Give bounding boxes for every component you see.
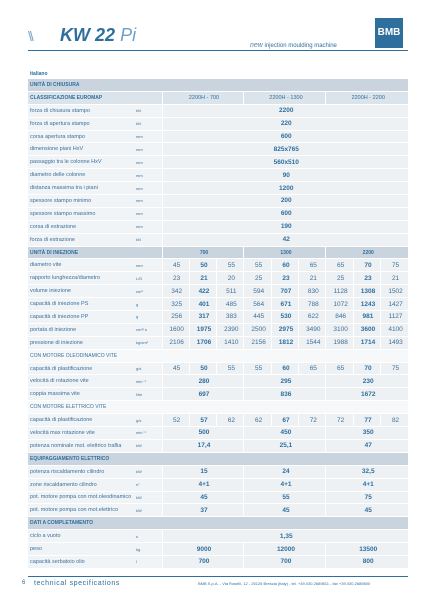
table-row (28, 311, 408, 324)
table-row (28, 478, 408, 491)
row-value: 70 (353, 362, 380, 375)
row-value: 17,4 (162, 439, 244, 452)
table-row (28, 220, 408, 233)
row-value: 671 (271, 298, 298, 311)
subheader-column: 2200H - 700 (162, 91, 244, 104)
row-value: 1127 (381, 311, 408, 324)
row-value: 445 (244, 311, 271, 324)
model-number: 22 (95, 25, 116, 45)
row-value: 1427 (381, 298, 408, 311)
row-unit: mm (134, 156, 162, 169)
row-value: 42 (162, 233, 408, 246)
row-value: 2106 (162, 336, 189, 349)
row-label: portata di iniezione (28, 323, 134, 336)
row-label: dimensione piani HxV (28, 143, 134, 156)
row-value: 20 (217, 272, 244, 285)
row-value: 70 (353, 259, 380, 272)
row-unit: min⁻¹ (134, 375, 162, 388)
row-value: 65 (326, 259, 353, 272)
page-header (0, 0, 425, 60)
table-row (28, 427, 408, 440)
row-value: 21 (189, 272, 216, 285)
row-value: 707 (271, 285, 298, 298)
row-unit: l (134, 555, 162, 568)
table-row (28, 375, 408, 388)
row-value: 12000 (244, 543, 326, 556)
subheader-column: 2200H - 2200 (326, 91, 408, 104)
row-unit: g (134, 298, 162, 311)
row-value: 2500 (244, 323, 271, 336)
page-number: 6 (22, 580, 26, 586)
row-value: 485 (217, 298, 244, 311)
table-row (28, 543, 408, 556)
row-unit: kg (134, 543, 162, 556)
row-value: 21 (381, 272, 408, 285)
row-unit: Nm (134, 388, 162, 401)
row-value: 1600 (162, 323, 189, 336)
row-value: 65 (326, 362, 353, 375)
subheader-label: CLASSIFICAZIONE EUROMAP (28, 91, 162, 104)
row-value: 220 (162, 117, 408, 130)
row-unit: g/s (134, 362, 162, 375)
table-row (28, 104, 408, 117)
row-value: 422 (189, 285, 216, 298)
row-value: 9000 (162, 543, 244, 556)
table-row (28, 272, 408, 285)
row-value: 700 (244, 555, 326, 568)
section-column-header: 1300 (244, 246, 326, 259)
row-value: 800 (326, 555, 408, 568)
row-unit: kN (134, 233, 162, 246)
row-value: 622 (299, 311, 326, 324)
section-title: UNITÀ DI INIEZIONE (28, 246, 162, 259)
subheader-row (28, 91, 408, 104)
row-value: 13500 (326, 543, 408, 556)
table-row (28, 156, 408, 169)
row-unit: kN (134, 104, 162, 117)
row-value: 600 (162, 207, 408, 220)
row-value: 1975 (189, 323, 216, 336)
section-title: UNITÀ DI CHIUSURA (28, 79, 408, 91)
section-header (28, 246, 408, 259)
row-value: 65 (299, 259, 326, 272)
row-value: 3600 (353, 323, 380, 336)
row-value: 45 (162, 362, 189, 375)
row-unit: min⁻¹ (134, 427, 162, 440)
row-value: 1243 (353, 298, 380, 311)
row-unit: L/D (134, 272, 162, 285)
row-value: 200 (162, 195, 408, 208)
row-unit: mm (134, 130, 162, 143)
row-value: 325 (162, 298, 189, 311)
row-value: 697 (162, 388, 244, 401)
row-value: 24 (244, 465, 326, 478)
table-row (28, 336, 408, 349)
row-label: corsa di estrazione (28, 220, 134, 233)
row-label: ciclo a vuoto (28, 530, 134, 543)
table-row (28, 439, 408, 452)
row-value: 62 (217, 414, 244, 427)
row-value: 3100 (326, 323, 353, 336)
row-value: 60 (271, 362, 298, 375)
subheader-column: 2200H - 1300 (244, 91, 326, 104)
row-value: 75 (326, 491, 408, 504)
spec-table (28, 79, 408, 569)
section-title: EQUIPAGGIAMENTO ELETTRICO (28, 452, 408, 465)
row-value: 564 (244, 298, 271, 311)
row-value: 2390 (217, 323, 244, 336)
table-row (28, 362, 408, 375)
section-header (28, 517, 408, 530)
row-label: forza di estrazione (28, 233, 134, 246)
row-value: 4+1 (244, 478, 326, 491)
row-label: diametro delle colonne (28, 169, 134, 182)
model-suffix: Pi (120, 25, 137, 45)
row-value: 500 (162, 427, 244, 440)
footer-address: BMB S.p.A. - Via Roselli, 12 - 25125 Brescia (Italy) - tel. +39.030.2689811 - fax +39.030.2689800 (198, 581, 371, 586)
row-value: 1410 (217, 336, 244, 349)
row-value: 1544 (299, 336, 326, 349)
row-unit: mm (134, 143, 162, 156)
table-row (28, 285, 408, 298)
model-prefix: KW (60, 25, 90, 45)
row-value: 55 (217, 362, 244, 375)
section-title: DATI A COMPLETAMENTO (28, 517, 408, 530)
row-value: 836 (244, 388, 326, 401)
row-value: 2975 (271, 323, 298, 336)
row-value: 57 (189, 414, 216, 427)
row-value: 342 (162, 285, 189, 298)
row-unit: mm (134, 182, 162, 195)
row-label: peso (28, 543, 134, 556)
table-row (28, 414, 408, 427)
row-value: 846 (326, 311, 353, 324)
subsection-row (28, 349, 408, 362)
row-value: 401 (189, 298, 216, 311)
section-header (28, 79, 408, 91)
row-value: 45 (162, 259, 189, 272)
row-value: 280 (162, 375, 244, 388)
row-label: corsa apertura stampo (28, 130, 134, 143)
row-label: coppia massima vite (28, 388, 134, 401)
row-label: capacità serbatoio olio (28, 555, 134, 568)
row-unit: mm (134, 195, 162, 208)
row-value: 37 (162, 504, 244, 517)
row-value: 23 (271, 272, 298, 285)
row-label: diametro vite (28, 259, 134, 272)
row-value: 825x765 (162, 143, 408, 156)
row-unit: mm (134, 169, 162, 182)
row-value: 55 (244, 362, 271, 375)
row-value: 65 (299, 362, 326, 375)
footer-section: technical specifications (34, 580, 120, 587)
row-value: 72 (326, 414, 353, 427)
table-row (28, 298, 408, 311)
section-header (28, 452, 408, 465)
row-unit: kW (134, 504, 162, 517)
section-column-header: 700 (162, 246, 244, 259)
row-label: pot. motore pompa con mot.elettrico (28, 504, 134, 517)
row-value: 1308 (353, 285, 380, 298)
table-row (28, 195, 408, 208)
row-value: 1812 (271, 336, 298, 349)
row-value: 1493 (381, 336, 408, 349)
row-value: 1714 (353, 336, 380, 349)
subsection-label: CON MOTORE ELETTRICO VITE (28, 401, 408, 414)
table-row (28, 233, 408, 246)
row-value: 190 (162, 220, 408, 233)
row-value: 1672 (326, 388, 408, 401)
row-value: 60 (271, 259, 298, 272)
row-value: 1128 (326, 285, 353, 298)
row-value: 1988 (326, 336, 353, 349)
row-unit: g (134, 311, 162, 324)
row-unit: mm (134, 259, 162, 272)
row-value: 55 (217, 259, 244, 272)
row-value: 52 (162, 414, 189, 427)
subtitle-new: new (250, 42, 263, 49)
row-value: 1072 (326, 298, 353, 311)
row-value: 45 (244, 504, 326, 517)
row-value: 830 (299, 285, 326, 298)
row-label: spessore stampo massimo (28, 207, 134, 220)
row-value: 1706 (189, 336, 216, 349)
row-value: 21 (299, 272, 326, 285)
row-value: 77 (353, 414, 380, 427)
header-rule (28, 50, 408, 51)
row-label: capacità di plastificazione (28, 414, 134, 427)
row-value: 788 (299, 298, 326, 311)
table-row (28, 169, 408, 182)
row-unit: cm³ (134, 285, 162, 298)
header-slashes: \\ (28, 28, 32, 44)
footer-rule (28, 576, 408, 577)
row-value: 560x510 (162, 156, 408, 169)
row-unit: s (134, 530, 162, 543)
row-label: velocità max rotazione vite (28, 427, 134, 440)
row-label: capacità di iniezione PP (28, 311, 134, 324)
table-row (28, 504, 408, 517)
row-label: spessore stampo minimo (28, 195, 134, 208)
row-value: 50 (189, 259, 216, 272)
row-value: 530 (271, 311, 298, 324)
subtitle (250, 42, 337, 49)
row-value: 230 (326, 375, 408, 388)
row-value: 25,1 (244, 439, 326, 452)
subtitle-text: injection moulding machine (264, 43, 337, 49)
row-unit: kW (134, 439, 162, 452)
row-label: potenza nominale mot. elettrico traflia (28, 439, 134, 452)
row-unit: mm (134, 207, 162, 220)
row-value: 45 (162, 491, 244, 504)
row-value: 256 (162, 311, 189, 324)
table-row (28, 259, 408, 272)
table-row (28, 117, 408, 130)
row-value: 55 (244, 491, 326, 504)
row-value: 50 (189, 362, 216, 375)
row-value: 4+1 (326, 478, 408, 491)
row-value: 72 (299, 414, 326, 427)
row-value: 62 (244, 414, 271, 427)
page-footer (22, 580, 408, 590)
row-unit: kW (134, 465, 162, 478)
language-label: italiano (30, 71, 48, 77)
model-name (60, 25, 136, 46)
row-label: zone riscaldamento cilindro (28, 478, 134, 491)
table-row (28, 530, 408, 543)
row-label: volume iniezione (28, 285, 134, 298)
table-row (28, 388, 408, 401)
section-column-header: 2200 (326, 246, 408, 259)
row-value: 45 (326, 504, 408, 517)
row-label: forza di chiusura stampo (28, 104, 134, 117)
row-value: 594 (244, 285, 271, 298)
row-value: 1200 (162, 182, 408, 195)
row-unit: mm (134, 220, 162, 233)
row-value: 511 (217, 285, 244, 298)
row-value: 1,35 (162, 530, 408, 543)
table-row (28, 130, 408, 143)
table-row (28, 465, 408, 478)
row-label: capacità di iniezione PS (28, 298, 134, 311)
row-label: potenza riscaldamento cilindro (28, 465, 134, 478)
table-row (28, 143, 408, 156)
table-row (28, 491, 408, 504)
table-row (28, 182, 408, 195)
row-value: 23 (162, 272, 189, 285)
table-row (28, 555, 408, 568)
row-value: 47 (326, 439, 408, 452)
row-unit: g/s (134, 414, 162, 427)
row-value: 25 (326, 272, 353, 285)
row-value: 317 (189, 311, 216, 324)
bmb-logo: BMB (375, 18, 403, 48)
row-value: 2156 (244, 336, 271, 349)
row-value: 2200 (162, 104, 408, 117)
row-label: capacità di plastificazione (28, 362, 134, 375)
row-value: 23 (353, 272, 380, 285)
row-unit: kg/cm² (134, 336, 162, 349)
row-value: 67 (271, 414, 298, 427)
row-unit: kW (134, 491, 162, 504)
row-value: 75 (381, 259, 408, 272)
row-value: 3490 (299, 323, 326, 336)
table-row (28, 207, 408, 220)
row-value: 1502 (381, 285, 408, 298)
row-value: 32,5 (326, 465, 408, 478)
table-row (28, 323, 408, 336)
subsection-label: CON MOTORE OLEODINAMICO VITE (28, 349, 408, 362)
row-label: distanza massima tra i piani (28, 182, 134, 195)
row-value: 981 (353, 311, 380, 324)
row-unit: cm³/ s (134, 323, 162, 336)
row-value: 350 (326, 427, 408, 440)
row-label: pressione di iniezione (28, 336, 134, 349)
row-label: rapporto lunghezza/diametro (28, 272, 134, 285)
row-value: 4100 (381, 323, 408, 336)
row-value: 15 (162, 465, 244, 478)
row-value: 4+1 (162, 478, 244, 491)
row-value: 450 (244, 427, 326, 440)
row-value: 90 (162, 169, 408, 182)
row-unit: n° (134, 478, 162, 491)
row-label: pot. motore pompa con mot.oleodinamico (28, 491, 134, 504)
row-value: 700 (162, 555, 244, 568)
subsection-row (28, 401, 408, 414)
row-value: 75 (381, 362, 408, 375)
row-unit: kN (134, 117, 162, 130)
row-value: 25 (244, 272, 271, 285)
row-label: passaggio tra le colonne HxV (28, 156, 134, 169)
row-value: 600 (162, 130, 408, 143)
row-value: 55 (244, 259, 271, 272)
row-value: 383 (217, 311, 244, 324)
row-label: velocità di rotazione vite (28, 375, 134, 388)
row-value: 82 (381, 414, 408, 427)
row-value: 295 (244, 375, 326, 388)
row-label: forza di apertura stampo (28, 117, 134, 130)
